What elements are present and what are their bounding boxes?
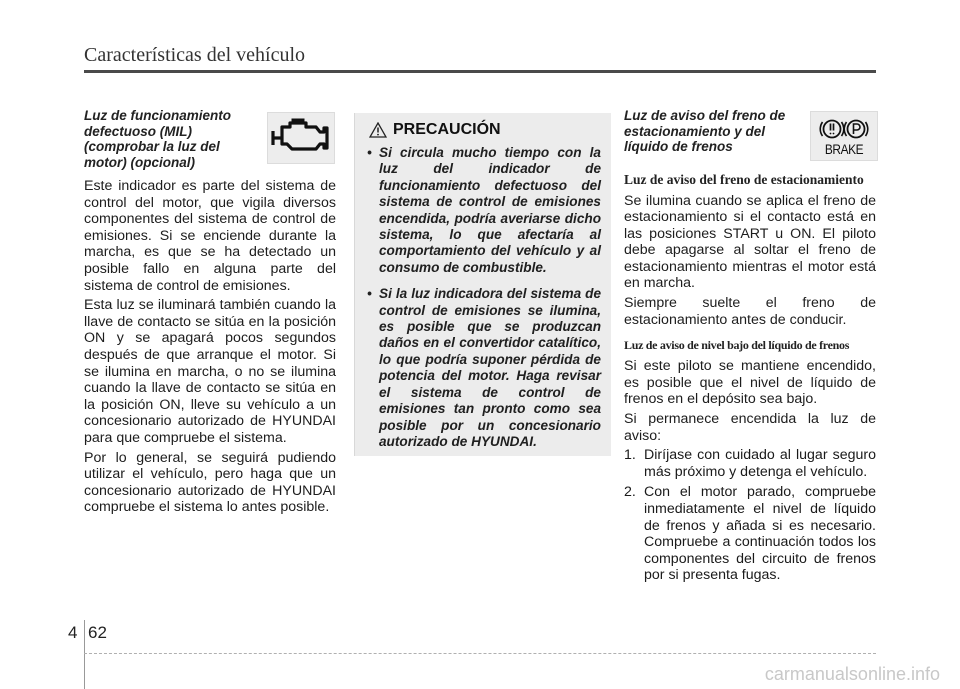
step-number: 1.	[624, 447, 636, 464]
caution-title	[369, 121, 501, 139]
brake-icon-label: BRAKE	[824, 141, 864, 157]
brake-fluid-step	[624, 447, 876, 480]
brake-fluid-heading: Luz de aviso de nivel bajo del líquido de frenos	[624, 338, 850, 353]
mil-section	[84, 108, 336, 519]
brake-fluid-paragraph-2: Si permanece encendida la luz de aviso:	[624, 411, 876, 444]
mil-paragraph-3: Por lo general, se seguirá pudiendo utilizar el vehículo, pero haga que un concesionario autorizado de HYUNDAI compruebe el sistema lo antes posible.	[84, 449, 336, 516]
step-text: Diríjase con cuidado al lugar seguro más próximo y detenga el vehículo.	[644, 447, 876, 480]
parking-brake-paragraph-2: Siempre suelte el freno de estacionamiento antes de conducir.	[624, 295, 876, 328]
brake-section	[624, 108, 876, 588]
mil-paragraph-1: Este indicador es parte del sistema de control del motor, que vigila diversos componentes del sistema de control de emisiones. Si se enciende durante la marcha, es que se ha detectado un posible fallo en alguna parte del sistema de control de emisiones.	[84, 178, 336, 294]
page-number	[68, 623, 107, 643]
caution-box	[354, 113, 611, 456]
page-header-title: Características del vehículo	[84, 44, 306, 66]
step-text: Con el motor parado, compruebe inmediatamente el nivel de líquido de frenos y añada si es necesario. Compruebe a continuación todos los componentes del circuito de frenos por si presenta fugas.	[644, 484, 876, 584]
caution-item-text: Si la luz indicadora del sistema de control de emisiones se ilumina, es posible que se produzcan daños en el convertidor catalítico, lo que podría suponer pérdida de potencia del motor. Haga revisar el sistema de control de emisiones tan pronto como sea posible por un concesionario autorizado de HYUNDAI.	[379, 286, 601, 449]
parking-brake-paragraph-1: Se ilumina cuando se aplica el freno de estacionamiento si el contacto está en las posiciones START u ON. El piloto debe apagarse al soltar el freno de estacionamiento mientras el motor está en marcha.	[624, 192, 876, 292]
brake-fluid-step	[624, 484, 876, 584]
header-rule	[84, 70, 876, 73]
warning-triangle-icon	[369, 122, 387, 138]
page-number-value: 62	[88, 623, 107, 642]
caution-title-text: PRECAUCIÓN	[393, 121, 501, 138]
caution-list	[367, 145, 601, 460]
caution-item-text: Si circula mucho tiempo con la luz del indicador de funcionamiento defectuoso del sistema de control de emisiones encendida, podría averiarse dicho sistema, lo que afectaría al comportamiento del vehículo y al consumo de combustible.	[379, 145, 601, 275]
step-number: 2.	[624, 484, 636, 501]
caution-item: • Si circula mucho tiempo con la luz del indicador de funcionamiento defectuoso del sistema de control de emisiones encendida, podría averiarse dicho sistema, lo que afectaría al comportamiento del vehículo y al consumo de combustible.	[367, 145, 601, 275]
brake-warning-icon	[810, 111, 878, 161]
brake-subhead: Luz de aviso del freno de estacionamiento y del líquido de frenos	[624, 108, 786, 154]
footer-horizontal-rule	[84, 653, 876, 654]
caution-item: • Si la luz indicadora del sistema de control de emisiones se ilumina, es posible que se produzcan daños en el convertidor catalítico, lo que podría suponer pérdida de potencia del motor. Haga revisar el sistema de control de emisiones tan pronto como sea posible por un concesionario autorizado de HYUNDAI.	[367, 286, 601, 449]
parking-brake-heading: Luz de aviso del freno de estacionamiento	[624, 171, 864, 187]
engine-check-icon	[267, 112, 335, 164]
brake-fluid-paragraph-1: Si este piloto se mantiene encendido, es posible que el nivel de líquido de frenos en el depósito sea bajo.	[624, 358, 876, 408]
section-number: 4	[68, 623, 78, 642]
watermark: carmanualsonline.info	[764, 664, 940, 684]
mil-subhead: Luz de funcionamiento defectuoso (MIL) (comprobar la luz del motor) (opcional)	[84, 108, 231, 170]
mil-paragraph-2: Esta luz se iluminará también cuando la llave de contacto se sitúa en la posición ON y se apagará pocos segundos después de que arranque el motor. Si se ilumina en marcha, o no se ilumina cuando la llave de contacto se sitúa en la posición ON, lleve su vehículo a un concesionario autorizado de HYUNDAI para que compruebe el sistema.	[84, 297, 336, 446]
